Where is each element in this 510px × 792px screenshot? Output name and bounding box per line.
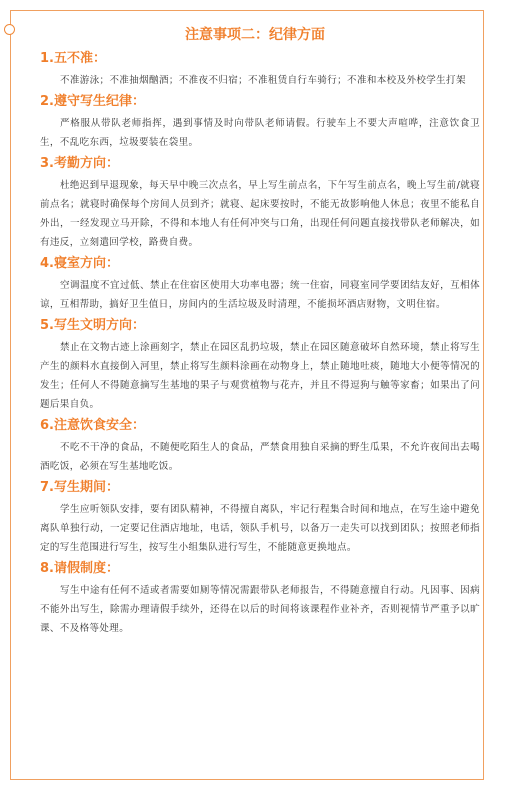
page-title: 注意事项二：纪律方面 bbox=[185, 27, 325, 43]
section-heading: 3.考勤方向： bbox=[40, 156, 119, 171]
section-text: 空调温度不宜过低、禁止在住宿区使用大功率电器；统一住宿，同寝室同学要团结友好，互相体谅，互相帮助，搞好卫生值日，房间内的生活垃圾及时清理，不能损坏酒店财物，文明住宿。 bbox=[40, 280, 480, 310]
section-text: 不吃不干净的食品，不随便吃陌生人的食品，严禁食用独自采摘的野生瓜果，不允许夜间出去喝酒吃饭，必须在写生基地吃饭。 bbox=[40, 442, 480, 472]
section-five-prohibitions bbox=[40, 50, 480, 90]
section-heading: 1.五不准： bbox=[40, 51, 106, 66]
section-food-safety bbox=[40, 417, 480, 476]
section-dormitory bbox=[40, 255, 480, 314]
section-text: 严格服从带队老师指挥，遇到事情及时向带队老师请假。行驶车上不要大声喧哗，注意饮食卫生，不乱吃东西，垃圾要装在袋里。 bbox=[40, 118, 480, 148]
section-civilized-sketching bbox=[40, 317, 480, 414]
section-attendance bbox=[40, 155, 480, 252]
rules-list bbox=[40, 50, 480, 641]
section-text: 不准游泳；不准抽烟酗酒；不准夜不归宿；不准租赁自行车骑行；不准和本校及外校学生打架 bbox=[59, 75, 466, 86]
section-text: 杜绝迟到早退现象，每天早中晚三次点名，早上写生前点名，下午写生前点名，晚上写生前/就寝前点名；就寝时确保每个房间人员到齐；就寝、起床要按时，不能无故影响他人休息；夜里不能私自外出，一经发现立马开除，不得和本地人有任何冲突与口角，出现任何问题直接找带队老师解决，如有违反，立刻遣回学校，路费自费。 bbox=[40, 180, 480, 248]
section-heading: 6.注意饮食安全： bbox=[40, 418, 145, 433]
section-text: 禁止在文物古迹上涂画刻字，禁止在园区乱扔垃圾，禁止在园区随意破坏自然环境，禁止将写生产生的颜料水直接倒入河里，禁止将写生颜料涂画在动物身上，禁止随地吐痰，随地大小便等情况的发生；任何人不得随意摘写生基地的果子与观赏植物与花卉，并且不得逗狗与触等家畜；如果出了问题后果自负。 bbox=[40, 342, 480, 410]
section-leave-policy bbox=[40, 560, 480, 638]
section-heading: 7.写生期间： bbox=[40, 480, 119, 495]
section-text: 学生应听领队安排，要有团队精神，不得擅自离队，牢记行程集合时间和地点，在写生途中避免离队单独行动，一定要记住酒店地址，电话，领队手机号，以备万一走失可以找到团队；按照老师指定的写生范围进行写生，按写生小组集队进行写生，不能随意更换地点。 bbox=[40, 504, 480, 553]
section-sketching-discipline bbox=[40, 93, 480, 152]
section-heading: 5.写生文明方向： bbox=[40, 318, 145, 333]
section-heading: 8.请假制度： bbox=[40, 561, 119, 576]
section-sketching-period bbox=[40, 479, 480, 557]
section-text: 写生中途有任何不适或者需要如厕等情况需跟带队老师报告，不得随意擅自行动。凡因事、因病不能外出写生，除需办理请假手续外，还得在以后的时间将该课程作业补齐，否则视情节严重予以旷课、不及格等处理。 bbox=[40, 585, 480, 634]
section-heading: 4.寝室方向： bbox=[40, 256, 119, 271]
section-heading: 2.遵守写生纪律： bbox=[40, 94, 145, 109]
